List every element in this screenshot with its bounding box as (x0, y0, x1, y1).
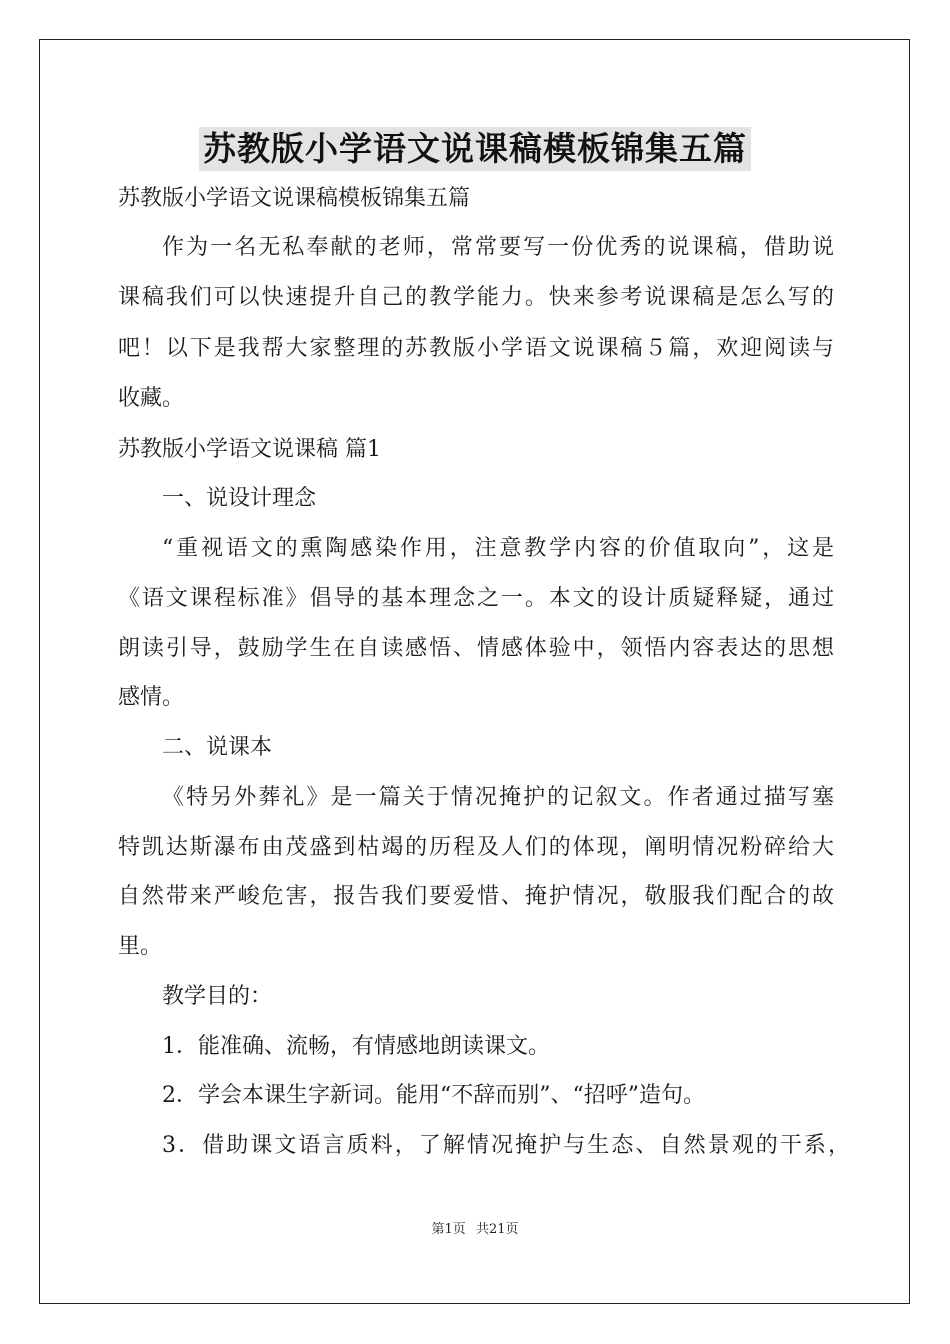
goal-item-1: 1．能准确、流畅，有情感地朗读课文。 (162, 1034, 550, 1059)
document-title: 苏教版小学语文说课稿模板锦集五篇 (199, 127, 751, 171)
goal-item-3: 3．借助课文语言质料，了解情况掩护与生态、自然景观的干系， (162, 1133, 850, 1158)
subtitle-line: 苏教版小学语文说课稿模板锦集五篇 (118, 186, 471, 211)
goal-item-2: 2．学会本课生字新词。能用“不辞而别”、“招呼”造句。 (162, 1083, 705, 1108)
page-border (39, 39, 910, 1304)
page-footer (0, 1218, 950, 1237)
page-total: 共21页 (475, 1222, 519, 1237)
concept-line-2: 《语文课程标准》倡导的基本理念之一。本文的设计质疑释疑，通过 (118, 586, 834, 611)
teaching-goals-heading: 教学目的： (162, 984, 273, 1009)
section-heading: 苏教版小学语文说课稿 篇1 (118, 437, 381, 462)
intro-line-1: 作为一名无私奉献的老师，常常要写一份优秀的说课稿，借助说 (162, 235, 834, 260)
textbook-line-2: 特凯达斯瀑布由茂盛到枯竭的历程及人们的体现，阐明情况粉碎给大 (118, 835, 834, 860)
textbook-line-3: 自然带来严峻危害，报告我们要爱惜、掩护情况，敬服我们配合的故 (118, 884, 834, 909)
subheading-design-concept: 一、说设计理念 (162, 486, 317, 511)
intro-line-3: 吧！以下是我帮大家整理的苏教版小学语文说课稿５篇，欢迎阅读与 (118, 336, 834, 361)
concept-line-3: 朗读引导，鼓励学生在自读感悟、情感体验中，领悟内容表达的思想 (118, 636, 834, 661)
textbook-line-4: 里。 (118, 934, 163, 959)
concept-line-1: “重视语文的熏陶感染作用，注意教学内容的价值取向”，这是 (162, 536, 834, 561)
textbook-line-1: 《特另外葬礼》是一篇关于情况掩护的记叙文。作者通过描写塞 (162, 785, 834, 810)
page-number: 第1页 (431, 1222, 466, 1237)
intro-line-2: 课稿我们可以快速提升自己的教学能力。快来参考说课稿是怎么写的 (118, 285, 834, 310)
intro-line-4: 收藏。 (118, 386, 185, 411)
subheading-textbook: 二、说课本 (162, 735, 273, 760)
title-container (0, 127, 950, 171)
concept-line-4: 感情。 (118, 685, 185, 710)
